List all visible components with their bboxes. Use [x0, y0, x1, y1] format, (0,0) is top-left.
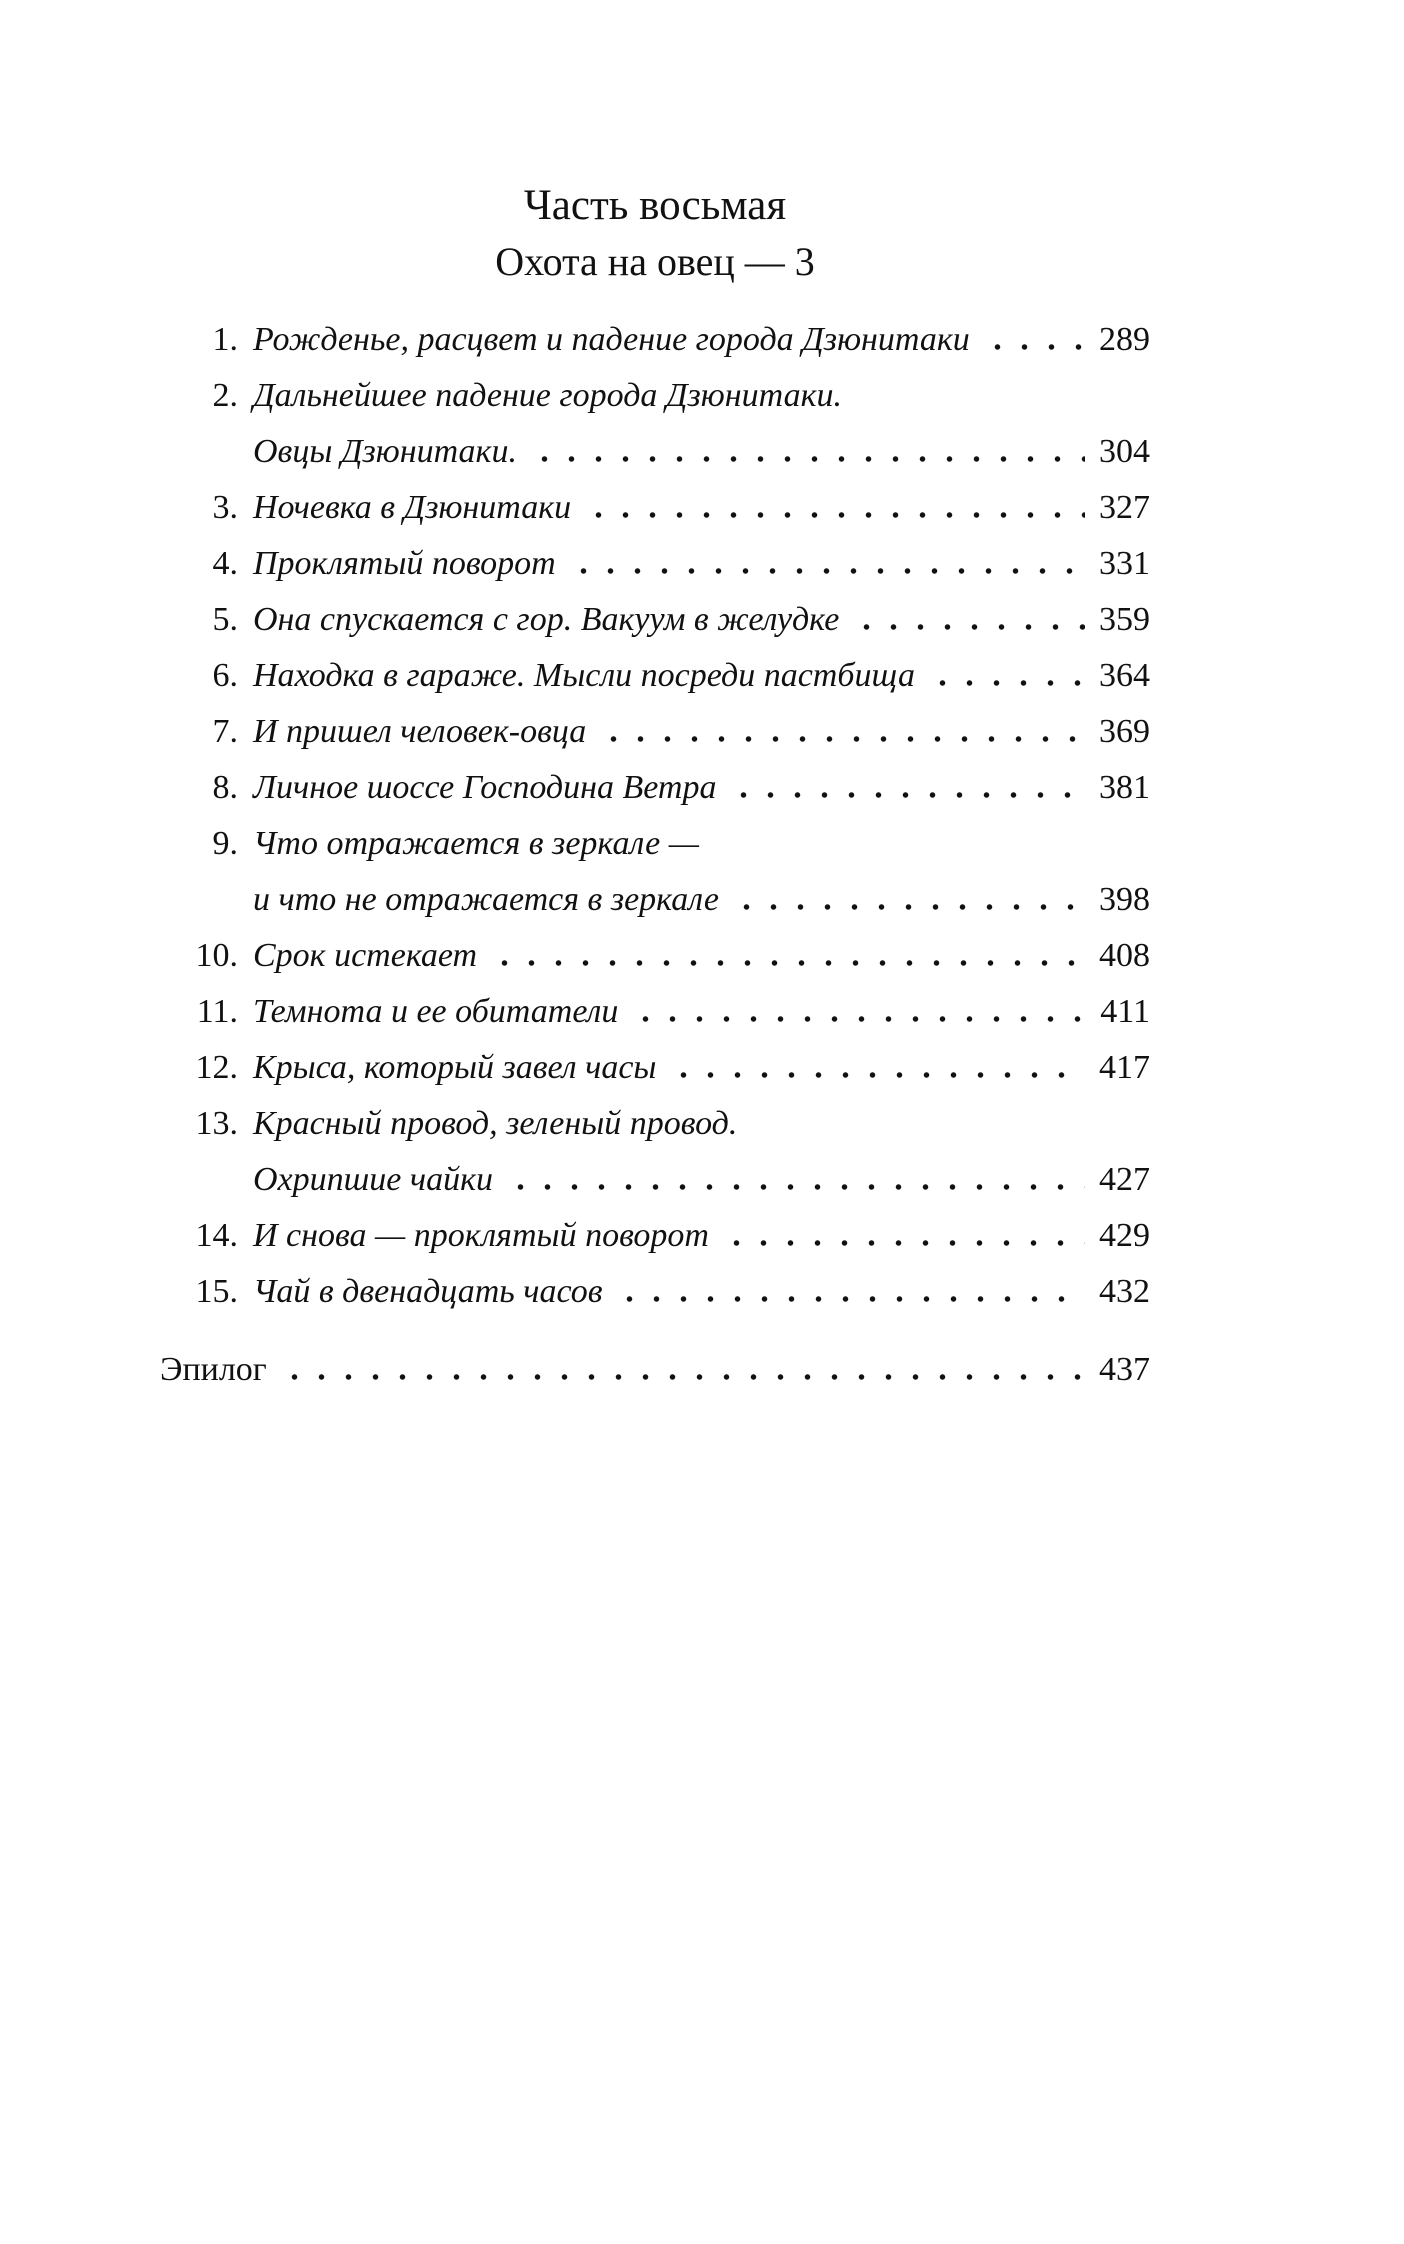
entry-number: 11. — [196, 992, 238, 1030]
entry-number: 1. — [212, 320, 238, 358]
dot-leader — [600, 736, 1085, 742]
page-number: 289 — [1099, 320, 1150, 358]
page-number: 359 — [1099, 600, 1150, 638]
toc-entry-line — [160, 536, 1150, 592]
toc-entry-line — [160, 1152, 1150, 1208]
table-of-contents — [160, 180, 1150, 1398]
entry-number: 12. — [195, 1048, 238, 1086]
page-number: 304 — [1099, 432, 1150, 470]
dot-leader — [570, 568, 1085, 574]
toc-entry-line — [160, 872, 1150, 928]
dot-leader — [670, 1072, 1085, 1078]
page-number: 427 — [1099, 1160, 1150, 1198]
dot-leader — [281, 1374, 1085, 1380]
chapter-title: Рожденье, расцвет и падение города Дзюнитаки — [253, 320, 970, 358]
page-number: 369 — [1099, 712, 1150, 750]
chapter-title: Что отражается в зеркале — — [253, 824, 699, 862]
page-number: 327 — [1099, 488, 1150, 526]
chapter-title: Дальнейшее падение города Дзюнитаки. — [253, 376, 843, 414]
toc-entry-line — [160, 648, 1150, 704]
page-number: 331 — [1099, 544, 1150, 582]
dot-leader — [733, 904, 1085, 910]
toc-entry-line — [160, 368, 1150, 424]
entry-number: 15. — [195, 1272, 238, 1310]
dot-leader — [929, 680, 1085, 686]
dot-leader — [491, 960, 1085, 966]
part-subtitle: Охота на овец — 3 — [495, 238, 815, 284]
entry-number: 4. — [212, 544, 238, 582]
dot-leader — [853, 624, 1085, 630]
entry-number: 5. — [212, 600, 238, 638]
dot-leader — [632, 1016, 1086, 1022]
chapter-title: Она спускается с гор. Вакуум в желудке — [253, 600, 840, 638]
toc-entry-line — [160, 424, 1150, 480]
dot-leader — [723, 1240, 1085, 1246]
toc-entry-line — [160, 760, 1150, 816]
toc-epilogue — [160, 1342, 1150, 1398]
toc-entry-line — [160, 928, 1150, 984]
chapter-title: И пришел человек-овца — [253, 712, 587, 750]
toc-entries — [160, 312, 1150, 1320]
chapter-title: И снова — проклятый поворот — [253, 1216, 709, 1254]
chapter-title: Ночевка в Дзюнитаки — [253, 488, 572, 526]
page-number: 398 — [1099, 880, 1150, 918]
chapter-title: Крыса, который завел часы — [253, 1048, 657, 1086]
epilogue-page-number: 437 — [1099, 1350, 1150, 1388]
dot-leader — [507, 1184, 1085, 1190]
dot-leader — [616, 1296, 1085, 1302]
page-number: 381 — [1099, 768, 1150, 806]
page-number: 364 — [1099, 656, 1150, 694]
entry-number: 7. — [212, 712, 238, 750]
entry-number: 8. — [212, 768, 238, 806]
epilogue-label: Эпилог — [160, 1350, 267, 1388]
chapter-title: Овцы Дзюнитаки. — [253, 432, 517, 470]
entry-number: 6. — [212, 656, 238, 694]
toc-entry-line — [160, 816, 1150, 872]
dot-leader — [730, 792, 1085, 798]
entry-number: 13. — [195, 1104, 238, 1142]
entry-number: 9. — [212, 824, 238, 862]
chapter-title: Красный провод, зеленый провод. — [253, 1104, 738, 1142]
toc-entry-line — [160, 592, 1150, 648]
dot-leader — [585, 512, 1085, 518]
dot-leader — [531, 456, 1085, 462]
toc-entry-line — [160, 312, 1150, 368]
chapter-title: и что не отражается в зеркале — [253, 880, 719, 918]
toc-entry-line — [160, 480, 1150, 536]
part-title: Часть восьмая — [523, 182, 787, 229]
toc-entry-line — [160, 1208, 1150, 1264]
chapter-title: Охрипшие чайки — [253, 1160, 494, 1198]
page-number: 408 — [1099, 936, 1150, 974]
dot-leader — [984, 344, 1085, 350]
chapter-title: Срок истекает — [253, 936, 478, 974]
chapter-title: Проклятый поворот — [253, 544, 556, 582]
chapter-title: Темнота и ее обитатели — [253, 992, 619, 1030]
entry-number: 10. — [195, 936, 238, 974]
entry-number: 14. — [195, 1216, 238, 1254]
chapter-title: Находка в гараже. Мысли посреди пастбища — [253, 656, 915, 694]
page-number: 417 — [1099, 1048, 1150, 1086]
entry-number: 3. — [212, 488, 238, 526]
chapter-title: Чай в двенадцать часов — [253, 1272, 603, 1310]
page-number: 411 — [1100, 992, 1150, 1030]
toc-entry-line — [160, 984, 1150, 1040]
toc-entry-line — [160, 1096, 1150, 1152]
chapter-title: Личное шоссе Господина Ветра — [253, 768, 717, 806]
page-number: 429 — [1099, 1216, 1150, 1254]
entry-number: 2. — [212, 376, 238, 414]
toc-entry-line — [160, 1264, 1150, 1320]
toc-entry-line — [160, 1040, 1150, 1096]
toc-entry-line — [160, 704, 1150, 760]
page-number: 432 — [1099, 1272, 1150, 1310]
